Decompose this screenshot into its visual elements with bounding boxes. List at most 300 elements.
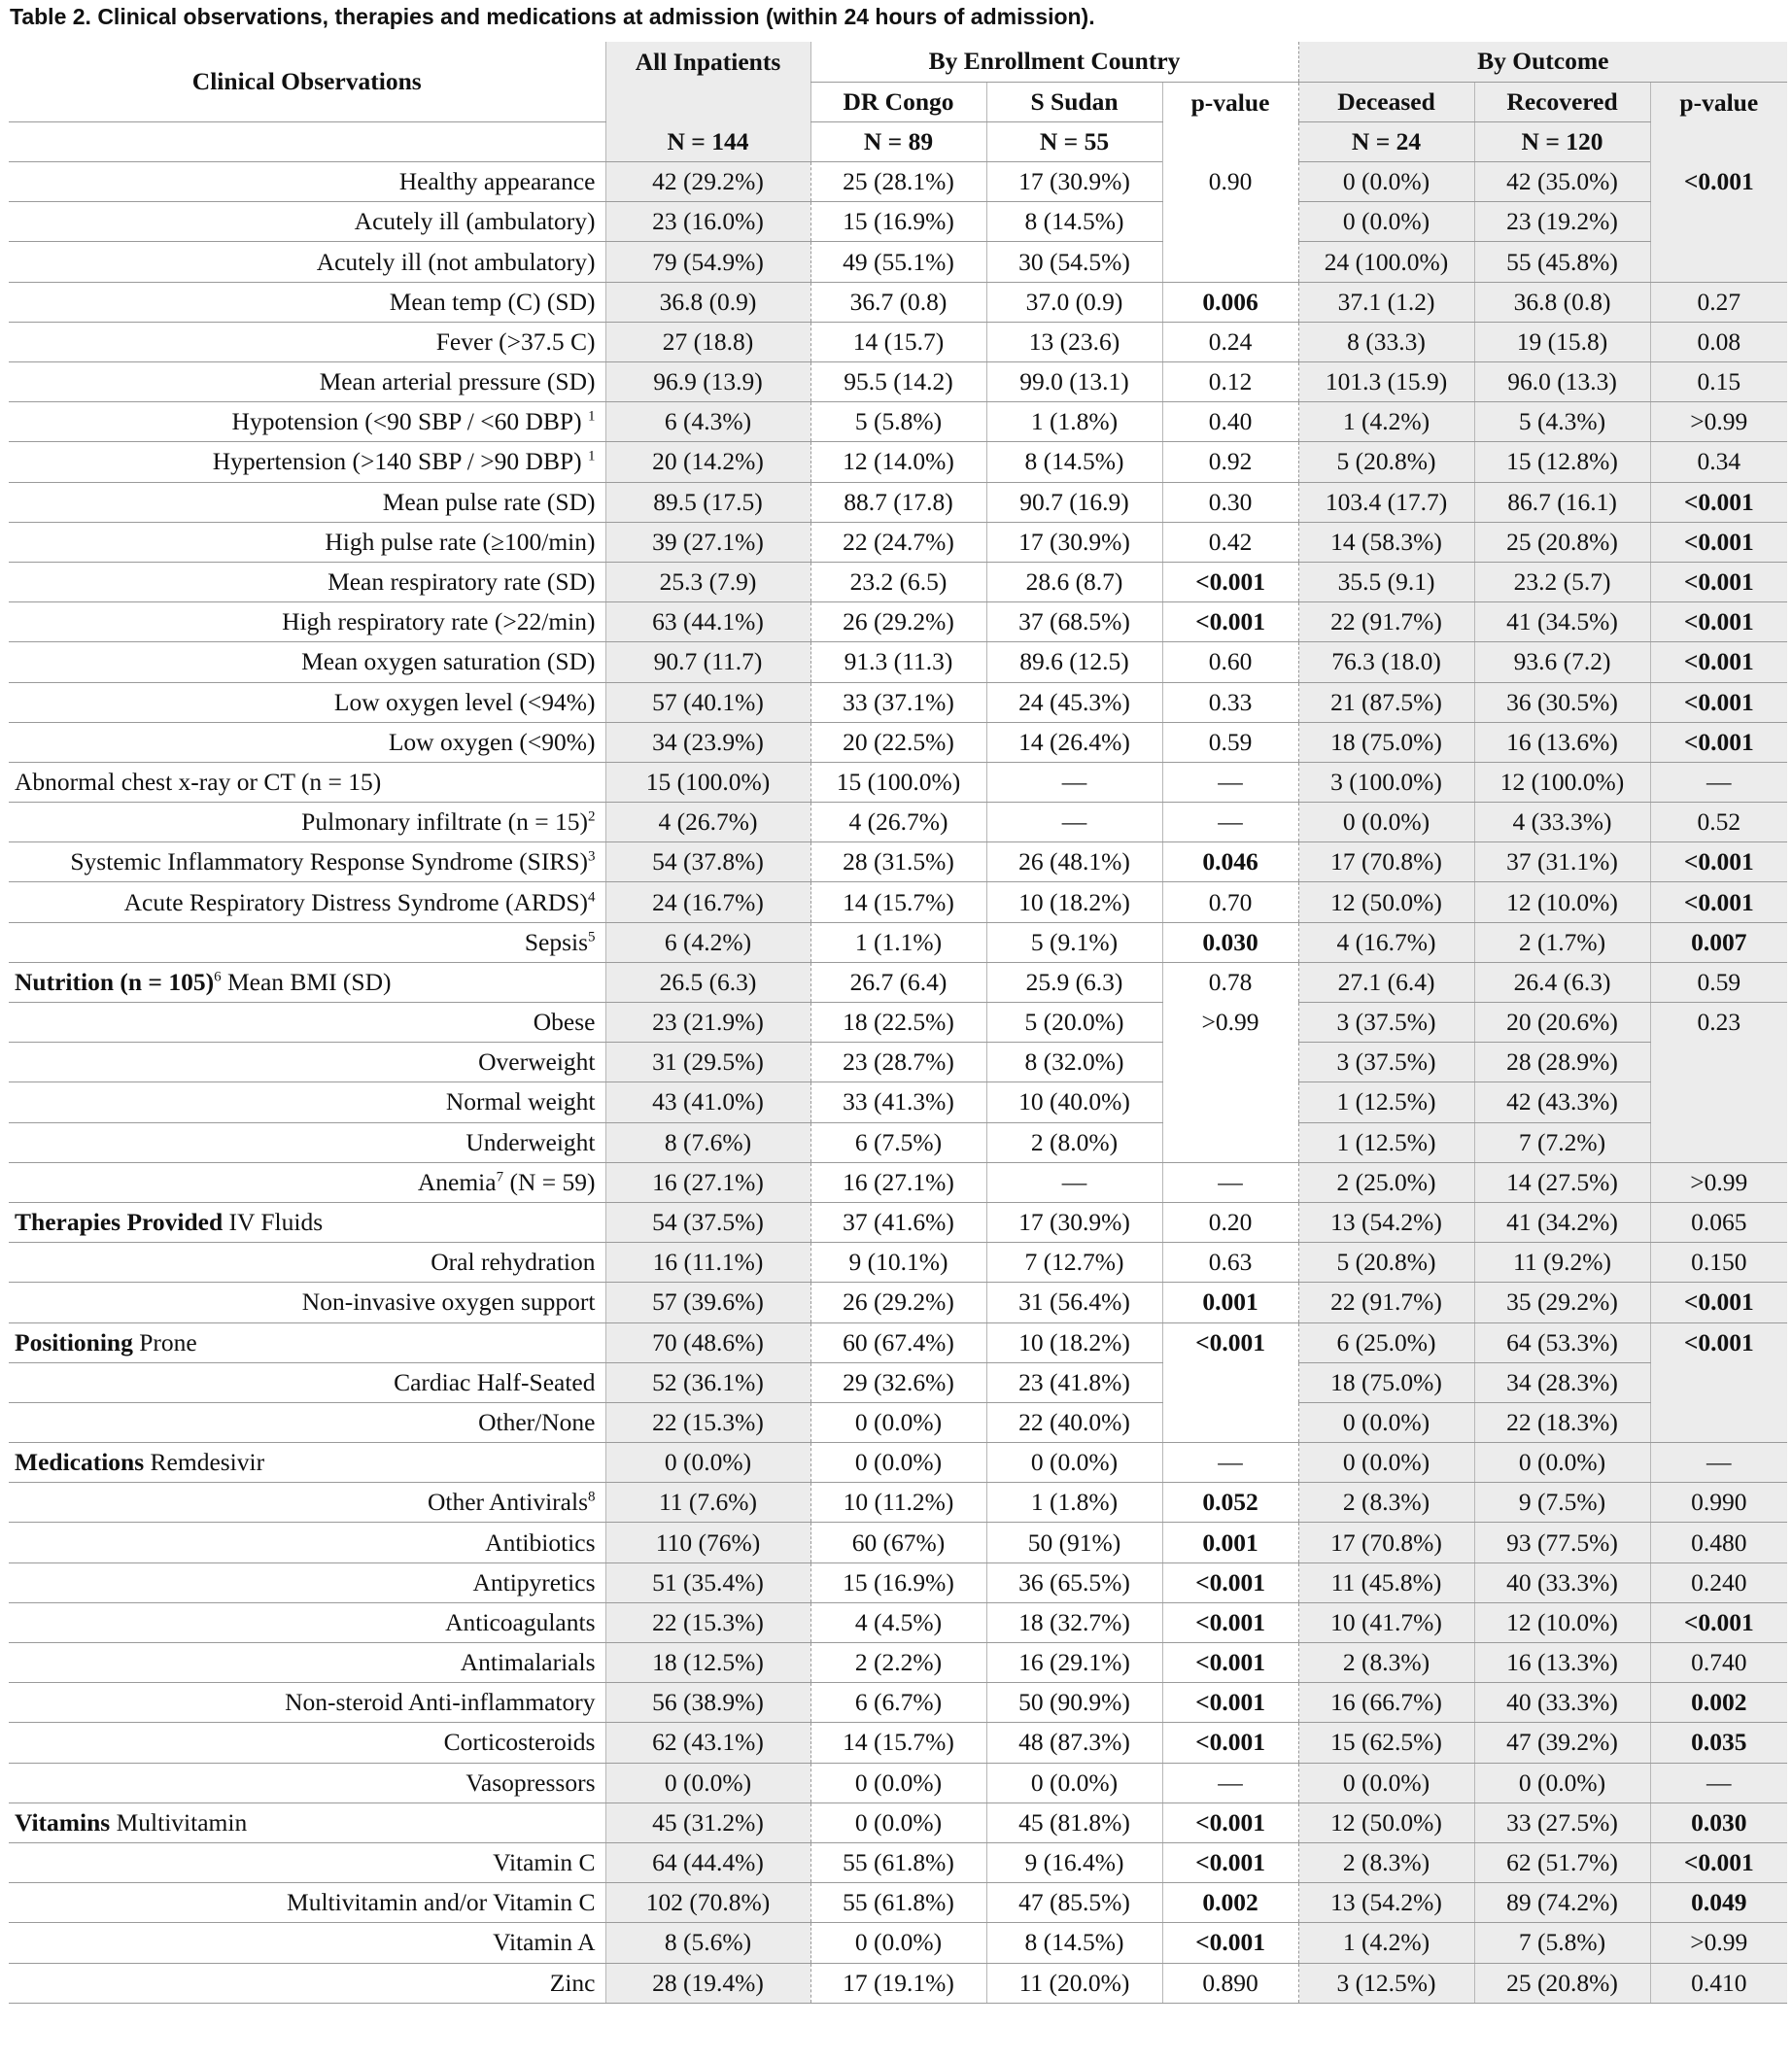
cell-recovered: 93.6 (7.2)	[1474, 642, 1650, 682]
cell-dr-congo: 36.7 (0.8)	[810, 282, 986, 322]
cell-pvalue-country: 0.33	[1162, 682, 1298, 722]
cell-recovered: 11 (9.2%)	[1474, 1243, 1650, 1283]
cell-deceased: 0 (0.0%)	[1298, 1402, 1474, 1442]
cell-pvalue-outcome: <0.001	[1650, 562, 1787, 601]
cell-s-sudan: 9 (16.4%)	[986, 1842, 1162, 1882]
row-label-text: Prone	[132, 1327, 197, 1356]
cell-pvalue-country: 0.20	[1162, 1202, 1298, 1242]
row-label-text: Anticoagulants	[445, 1607, 596, 1636]
cell-all-inpatients: 42 (29.2%)	[605, 162, 810, 202]
row-label-text: Mean temp (C) (SD)	[389, 287, 596, 316]
cell-dr-congo: 37 (41.6%)	[810, 1202, 986, 1242]
table-row	[9, 1523, 1787, 1562]
table-row	[9, 522, 1787, 562]
cell-dr-congo: 60 (67.4%)	[810, 1322, 986, 1362]
row-label	[9, 1523, 605, 1562]
table-row	[9, 922, 1787, 962]
cell-s-sudan: 24 (45.3%)	[986, 682, 1162, 722]
cell-all-inpatients: 0 (0.0%)	[605, 1763, 810, 1802]
cell-deceased: 12 (50.0%)	[1298, 882, 1474, 922]
header-all-inpatients: All Inpatients	[605, 42, 810, 121]
cell-all-inpatients: 39 (27.1%)	[605, 522, 810, 562]
cell-dr-congo: 14 (15.7)	[810, 322, 986, 361]
table-row	[9, 1122, 1787, 1162]
row-label	[9, 1202, 605, 1242]
cell-dr-congo: 14 (15.7%)	[810, 1723, 986, 1763]
cell-s-sudan: 7 (12.7%)	[986, 1243, 1162, 1283]
cell-s-sudan: 18 (32.7%)	[986, 1602, 1162, 1642]
table-row	[9, 722, 1787, 762]
table-row	[9, 1283, 1787, 1322]
cell-s-sudan: 10 (18.2%)	[986, 1322, 1162, 1362]
cell-pvalue-country: 0.30	[1162, 482, 1298, 522]
row-label	[9, 962, 605, 1002]
cell-pvalue-outcome: 0.240	[1650, 1562, 1787, 1602]
cell-s-sudan: 8 (14.5%)	[986, 1923, 1162, 1963]
cell-pvalue-country: <0.001	[1162, 1723, 1298, 1763]
cell-s-sudan: —	[986, 1162, 1162, 1202]
cell-s-sudan: —	[986, 803, 1162, 842]
row-label	[9, 1043, 605, 1082]
cell-all-inpatients: 64 (44.4%)	[605, 1842, 810, 1882]
cell-pvalue-outcome: 0.049	[1650, 1883, 1787, 1923]
cell-recovered: 55 (45.8%)	[1474, 242, 1650, 282]
cell-all-inpatients: 27 (18.8)	[605, 322, 810, 361]
header-recovered: Recovered	[1474, 82, 1650, 121]
cell-pvalue-outcome: 0.410	[1650, 1963, 1787, 2003]
table-row	[9, 202, 1787, 242]
cell-recovered: 26.4 (6.3)	[1474, 962, 1650, 1002]
row-label	[9, 1643, 605, 1683]
cell-pvalue-outcome: <0.001	[1650, 482, 1787, 522]
cell-dr-congo: 9 (10.1%)	[810, 1243, 986, 1283]
cell-s-sudan: 50 (90.9%)	[986, 1683, 1162, 1723]
row-label-text: Mean arterial pressure (SD)	[319, 367, 596, 396]
cell-recovered: 86.7 (16.1)	[1474, 482, 1650, 522]
row-label	[9, 242, 605, 282]
cell-deceased: 0 (0.0%)	[1298, 1443, 1474, 1483]
cell-s-sudan: 17 (30.9%)	[986, 162, 1162, 202]
cell-deceased: 101.3 (15.9)	[1298, 362, 1474, 402]
cell-all-inpatients: 24 (16.7%)	[605, 882, 810, 922]
row-label	[9, 602, 605, 642]
cell-s-sudan: 37.0 (0.9)	[986, 282, 1162, 322]
table-row	[9, 682, 1787, 722]
cell-dr-congo: 33 (37.1%)	[810, 682, 986, 722]
table-row	[9, 1562, 1787, 1602]
cell-pvalue-country: >0.99	[1162, 1003, 1298, 1043]
cell-recovered: 4 (33.3%)	[1474, 803, 1650, 842]
cell-recovered: 40 (33.3%)	[1474, 1683, 1650, 1723]
cell-s-sudan: 0 (0.0%)	[986, 1443, 1162, 1483]
row-label-text: Mean pulse rate (SD)	[382, 487, 596, 516]
row-label	[9, 402, 605, 442]
cell-recovered: 23 (19.2%)	[1474, 202, 1650, 242]
row-label-text: Hypertension (>140 SBP / >90 DBP)	[212, 447, 588, 476]
row-label	[9, 1723, 605, 1763]
row-label	[9, 1362, 605, 1402]
clinical-observations-table	[9, 42, 1787, 2004]
cell-s-sudan: 0 (0.0%)	[986, 1763, 1162, 1802]
cell-pvalue-country: 0.63	[1162, 1243, 1298, 1283]
row-label-text: Pulmonary infiltrate (n = 15)	[301, 807, 588, 837]
row-label-text: Remdesivir	[144, 1448, 265, 1477]
cell-pvalue-country: <0.001	[1162, 1923, 1298, 1963]
cell-recovered: 36.8 (0.8)	[1474, 282, 1650, 322]
cell-pvalue-outcome: <0.001	[1650, 842, 1787, 882]
row-label-text: Antipyretics	[472, 1567, 596, 1596]
cell-dr-congo: 12 (14.0%)	[810, 442, 986, 482]
row-label	[9, 1162, 605, 1202]
cell-deceased: 16 (66.7%)	[1298, 1683, 1474, 1723]
table-row	[9, 602, 1787, 642]
cell-s-sudan: 10 (18.2%)	[986, 882, 1162, 922]
cell-dr-congo: 1 (1.1%)	[810, 922, 986, 962]
cell-recovered: 0 (0.0%)	[1474, 1763, 1650, 1802]
cell-s-sudan: 31 (56.4%)	[986, 1283, 1162, 1322]
cell-recovered: 5 (4.3%)	[1474, 402, 1650, 442]
table-row	[9, 442, 1787, 482]
cell-all-inpatients: 102 (70.8%)	[605, 1883, 810, 1923]
cell-pvalue-country: 0.001	[1162, 1283, 1298, 1322]
row-label-text: Cardiac Half-Seated	[394, 1367, 596, 1396]
cell-recovered: 40 (33.3%)	[1474, 1562, 1650, 1602]
table-row	[9, 1362, 1787, 1402]
cell-pvalue-country: 0.030	[1162, 922, 1298, 962]
cell-s-sudan: 90.7 (16.9)	[986, 482, 1162, 522]
cell-pvalue-outcome	[1650, 202, 1787, 242]
cell-pvalue-outcome: —	[1650, 1443, 1787, 1483]
cell-dr-congo: 22 (24.7%)	[810, 522, 986, 562]
row-label	[9, 1443, 605, 1483]
cell-all-inpatients: 6 (4.3%)	[605, 402, 810, 442]
cell-s-sudan: 2 (8.0%)	[986, 1122, 1162, 1162]
cell-all-inpatients: 70 (48.6%)	[605, 1322, 810, 1362]
row-label-text: Overweight	[478, 1047, 596, 1077]
cell-s-sudan: 28.6 (8.7)	[986, 562, 1162, 601]
cell-dr-congo: 15 (16.9%)	[810, 1562, 986, 1602]
cell-dr-congo: 6 (7.5%)	[810, 1122, 986, 1162]
cell-all-inpatients: 15 (100.0%)	[605, 762, 810, 802]
cell-pvalue-outcome	[1650, 1082, 1787, 1122]
cell-deceased: 35.5 (9.1)	[1298, 562, 1474, 601]
table-row	[9, 1883, 1787, 1923]
footnote-marker: 3	[588, 848, 596, 865]
row-label	[9, 642, 605, 682]
section-heading: Nutrition (n = 105)	[15, 967, 215, 996]
cell-dr-congo: 91.3 (11.3)	[810, 642, 986, 682]
footnote-marker: 2	[588, 808, 596, 825]
row-label-suffix: (N = 59)	[503, 1167, 596, 1196]
row-label-text: Mean oxygen saturation (SD)	[301, 647, 596, 676]
row-label-text: Abnormal chest x-ray or CT (n = 15)	[15, 767, 382, 796]
cell-all-inpatients: 57 (40.1%)	[605, 682, 810, 722]
cell-s-sudan: 50 (91%)	[986, 1523, 1162, 1562]
cell-pvalue-country: 0.70	[1162, 882, 1298, 922]
table-row	[9, 1763, 1787, 1802]
cell-recovered: 15 (12.8%)	[1474, 442, 1650, 482]
cell-dr-congo: 15 (100.0%)	[810, 762, 986, 802]
cell-dr-congo: 0 (0.0%)	[810, 1402, 986, 1442]
cell-pvalue-country	[1162, 1043, 1298, 1082]
row-label-text: Hypotension (<90 SBP / <60 DBP)	[231, 407, 588, 436]
table-row	[9, 362, 1787, 402]
cell-deceased: 5 (20.8%)	[1298, 1243, 1474, 1283]
cell-deceased: 2 (25.0%)	[1298, 1162, 1474, 1202]
table-row	[9, 762, 1787, 802]
row-label-text: Non-invasive oxygen support	[301, 1288, 596, 1317]
cell-s-sudan: 37 (68.5%)	[986, 602, 1162, 642]
cell-pvalue-outcome: 0.59	[1650, 962, 1787, 1002]
footnote-marker: 6	[214, 969, 222, 985]
cell-pvalue-country: 0.890	[1162, 1963, 1298, 2003]
row-label	[9, 722, 605, 762]
footnote-marker: 4	[588, 889, 596, 906]
cell-pvalue-country: —	[1162, 803, 1298, 842]
row-label	[9, 682, 605, 722]
header-spacer	[9, 121, 605, 161]
cell-pvalue-country: <0.001	[1162, 562, 1298, 601]
cell-pvalue-outcome: 0.150	[1650, 1243, 1787, 1283]
row-label	[9, 762, 605, 802]
cell-deceased: 15 (62.5%)	[1298, 1723, 1474, 1763]
row-label	[9, 482, 605, 522]
cell-recovered: 89 (74.2%)	[1474, 1883, 1650, 1923]
row-label	[9, 1283, 605, 1322]
cell-recovered: 7 (7.2%)	[1474, 1122, 1650, 1162]
row-label-text: Multivitamin	[110, 1807, 248, 1837]
cell-s-sudan: 45 (81.8%)	[986, 1802, 1162, 1842]
cell-all-inpatients: 23 (21.9%)	[605, 1003, 810, 1043]
cell-s-sudan: 1 (1.8%)	[986, 402, 1162, 442]
row-label-text: Antimalarials	[460, 1648, 596, 1677]
cell-all-inpatients: 20 (14.2%)	[605, 442, 810, 482]
cell-pvalue-outcome: 0.990	[1650, 1483, 1787, 1523]
table-row	[9, 322, 1787, 361]
cell-dr-congo: 26 (29.2%)	[810, 602, 986, 642]
row-label	[9, 1683, 605, 1723]
table-row	[9, 1003, 1787, 1043]
header-s-sudan: S Sudan	[986, 82, 1162, 121]
table-row	[9, 882, 1787, 922]
cell-s-sudan: 16 (29.1%)	[986, 1643, 1162, 1683]
cell-all-inpatients: 25.3 (7.9)	[605, 562, 810, 601]
row-label	[9, 442, 605, 482]
cell-dr-congo: 55 (61.8%)	[810, 1842, 986, 1882]
cell-all-inpatients: 8 (7.6%)	[605, 1122, 810, 1162]
section-heading: Positioning	[15, 1327, 133, 1356]
cell-pvalue-country	[1162, 202, 1298, 242]
table-row	[9, 242, 1787, 282]
table-row	[9, 562, 1787, 601]
cell-all-inpatients: 22 (15.3%)	[605, 1402, 810, 1442]
cell-pvalue-country: 0.59	[1162, 722, 1298, 762]
cell-pvalue-outcome: <0.001	[1650, 602, 1787, 642]
cell-pvalue-outcome: <0.001	[1650, 722, 1787, 762]
cell-dr-congo: 23.2 (6.5)	[810, 562, 986, 601]
header-n-drc: N = 89	[810, 121, 986, 161]
row-label	[9, 1082, 605, 1122]
cell-pvalue-country	[1162, 1402, 1298, 1442]
cell-dr-congo: 88.7 (17.8)	[810, 482, 986, 522]
cell-pvalue-outcome: <0.001	[1650, 642, 1787, 682]
row-label	[9, 842, 605, 882]
row-label-text: IV Fluids	[223, 1208, 324, 1237]
header-n-ssudan: N = 55	[986, 121, 1162, 161]
cell-pvalue-country: 0.12	[1162, 362, 1298, 402]
cell-pvalue-outcome: —	[1650, 762, 1787, 802]
header-n-recovered: N = 120	[1474, 121, 1650, 161]
cell-pvalue-outcome: <0.001	[1650, 682, 1787, 722]
cell-dr-congo: 18 (22.5%)	[810, 1003, 986, 1043]
cell-pvalue-outcome	[1650, 1043, 1787, 1082]
cell-deceased: 11 (45.8%)	[1298, 1562, 1474, 1602]
cell-all-inpatients: 52 (36.1%)	[605, 1362, 810, 1402]
cell-recovered: 37 (31.1%)	[1474, 842, 1650, 882]
cell-deceased: 22 (91.7%)	[1298, 602, 1474, 642]
cell-pvalue-country: <0.001	[1162, 1562, 1298, 1602]
table-row	[9, 282, 1787, 322]
row-label	[9, 362, 605, 402]
row-label-text: Non-steroid Anti-inflammatory	[285, 1688, 596, 1717]
table-row	[9, 162, 1787, 202]
row-label-text: Vitamin C	[493, 1848, 596, 1877]
cell-dr-congo: 55 (61.8%)	[810, 1883, 986, 1923]
cell-pvalue-country: <0.001	[1162, 1602, 1298, 1642]
cell-s-sudan: 11 (20.0%)	[986, 1963, 1162, 2003]
footnote-marker: 8	[588, 1489, 596, 1505]
cell-pvalue-outcome: 0.27	[1650, 282, 1787, 322]
row-label-text: Other Antivirals	[427, 1488, 588, 1517]
cell-s-sudan: 25.9 (6.3)	[986, 962, 1162, 1002]
cell-dr-congo: 26 (29.2%)	[810, 1283, 986, 1322]
cell-pvalue-outcome: 0.34	[1650, 442, 1787, 482]
row-label	[9, 1923, 605, 1963]
row-label-text: Multivitamin and/or Vitamin C	[287, 1888, 596, 1917]
cell-recovered: 33 (27.5%)	[1474, 1802, 1650, 1842]
cell-dr-congo: 6 (6.7%)	[810, 1683, 986, 1723]
row-label-text: Acutely ill (ambulatory)	[354, 207, 596, 236]
cell-recovered: 25 (20.8%)	[1474, 522, 1650, 562]
row-label-text: Vasopressors	[465, 1768, 596, 1797]
row-label-suffix: Mean BMI (SD)	[221, 967, 392, 996]
cell-all-inpatients: 89.5 (17.5)	[605, 482, 810, 522]
footnote-marker: 7	[496, 1169, 504, 1185]
footnote-marker: 1	[588, 408, 596, 425]
row-label	[9, 1842, 605, 1882]
cell-all-inpatients: 45 (31.2%)	[605, 1802, 810, 1842]
cell-recovered: 20 (20.6%)	[1474, 1003, 1650, 1043]
cell-dr-congo: 0 (0.0%)	[810, 1443, 986, 1483]
cell-recovered: 0 (0.0%)	[1474, 1443, 1650, 1483]
header-dr-congo: DR Congo	[810, 82, 986, 121]
cell-s-sudan: 13 (23.6)	[986, 322, 1162, 361]
row-label-text: Anemia	[417, 1167, 497, 1196]
cell-recovered: 7 (5.8%)	[1474, 1923, 1650, 1963]
row-label	[9, 1562, 605, 1602]
cell-all-inpatients: 79 (54.9%)	[605, 242, 810, 282]
row-label-text: Systemic Inflammatory Response Syndrome (SIRS)	[70, 847, 588, 876]
cell-pvalue-country: 0.78	[1162, 962, 1298, 1002]
row-label-text: Normal weight	[445, 1087, 596, 1116]
cell-recovered: 9 (7.5%)	[1474, 1483, 1650, 1523]
row-label	[9, 562, 605, 601]
cell-pvalue-outcome	[1650, 1402, 1787, 1442]
cell-pvalue-country: 0.006	[1162, 282, 1298, 322]
cell-s-sudan: —	[986, 762, 1162, 802]
cell-pvalue-outcome	[1650, 1362, 1787, 1402]
cell-pvalue-country	[1162, 1362, 1298, 1402]
row-label	[9, 162, 605, 202]
row-label-text: High pulse rate (≥100/min)	[325, 527, 596, 556]
cell-deceased: 6 (25.0%)	[1298, 1322, 1474, 1362]
cell-deceased: 17 (70.8%)	[1298, 1523, 1474, 1562]
cell-pvalue-outcome: 0.740	[1650, 1643, 1787, 1683]
row-label	[9, 1763, 605, 1802]
cell-pvalue-outcome: <0.001	[1650, 1602, 1787, 1642]
cell-pvalue-country: 0.92	[1162, 442, 1298, 482]
cell-dr-congo: 10 (11.2%)	[810, 1483, 986, 1523]
cell-recovered: 41 (34.2%)	[1474, 1202, 1650, 1242]
cell-all-inpatients: 16 (27.1%)	[605, 1162, 810, 1202]
cell-s-sudan: 89.6 (12.5)	[986, 642, 1162, 682]
cell-pvalue-outcome	[1650, 242, 1787, 282]
cell-deceased: 13 (54.2%)	[1298, 1883, 1474, 1923]
cell-s-sudan: 47 (85.5%)	[986, 1883, 1162, 1923]
cell-deceased: 4 (16.7%)	[1298, 922, 1474, 962]
row-label	[9, 1003, 605, 1043]
cell-deceased: 17 (70.8%)	[1298, 842, 1474, 882]
cell-pvalue-country: <0.001	[1162, 1322, 1298, 1362]
row-label-text: High respiratory rate (>22/min)	[282, 607, 596, 636]
cell-dr-congo: 4 (4.5%)	[810, 1602, 986, 1642]
cell-s-sudan: 17 (30.9%)	[986, 522, 1162, 562]
table-row	[9, 1443, 1787, 1483]
section-heading: Vitamins	[15, 1807, 111, 1837]
cell-pvalue-country	[1162, 1122, 1298, 1162]
table-body	[9, 162, 1787, 2004]
cell-recovered: 14 (27.5%)	[1474, 1162, 1650, 1202]
cell-deceased: 18 (75.0%)	[1298, 1362, 1474, 1402]
cell-pvalue-outcome: 0.15	[1650, 362, 1787, 402]
cell-pvalue-country: 0.001	[1162, 1523, 1298, 1562]
row-label-text: Fever (>37.5 C)	[435, 326, 596, 356]
cell-s-sudan: 26 (48.1%)	[986, 842, 1162, 882]
cell-all-inpatients: 26.5 (6.3)	[605, 962, 810, 1002]
cell-all-inpatients: 6 (4.2%)	[605, 922, 810, 962]
cell-deceased: 2 (8.3%)	[1298, 1842, 1474, 1882]
cell-deceased: 27.1 (6.4)	[1298, 962, 1474, 1002]
cell-all-inpatients: 54 (37.5%)	[605, 1202, 810, 1242]
cell-s-sudan: 48 (87.3%)	[986, 1723, 1162, 1763]
cell-dr-congo: 5 (5.8%)	[810, 402, 986, 442]
header-by-outcome: By Outcome	[1298, 42, 1787, 82]
cell-pvalue-outcome: 0.08	[1650, 322, 1787, 361]
cell-all-inpatients: 56 (38.9%)	[605, 1683, 810, 1723]
table-row	[9, 1842, 1787, 1882]
cell-recovered: 23.2 (5.7)	[1474, 562, 1650, 601]
row-label-text: Antibiotics	[485, 1528, 596, 1557]
cell-deceased: 0 (0.0%)	[1298, 162, 1474, 202]
footnote-marker: 5	[588, 929, 596, 945]
table-row	[9, 1923, 1787, 1963]
cell-pvalue-outcome: 0.030	[1650, 1802, 1787, 1842]
table-row	[9, 1402, 1787, 1442]
header-deceased: Deceased	[1298, 82, 1474, 121]
header-clinical-observations: Clinical Observations	[9, 42, 605, 121]
cell-all-inpatients: 90.7 (11.7)	[605, 642, 810, 682]
cell-dr-congo: 16 (27.1%)	[810, 1162, 986, 1202]
